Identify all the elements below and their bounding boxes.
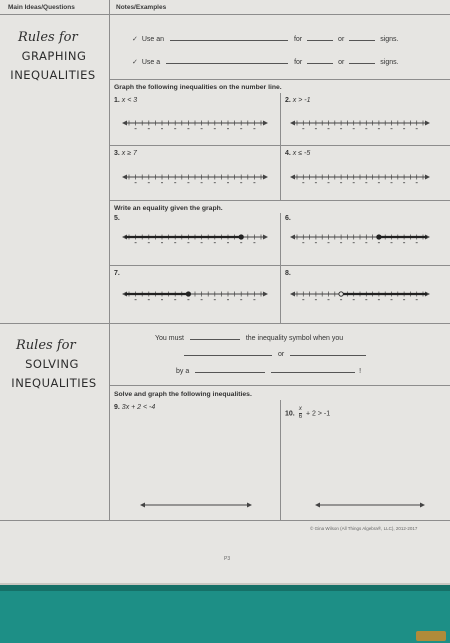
arrow-right-icon <box>263 235 268 240</box>
open-dot <box>339 292 343 296</box>
tick-label-mark <box>340 128 342 129</box>
arrow-left-icon <box>140 503 145 508</box>
copyright: © Gina Wilson (All Things Algebra®, LLC), 2012-2017 <box>310 526 418 531</box>
tick-label-mark <box>174 128 176 129</box>
check-icon: ✓ <box>132 59 138 66</box>
tick-label-mark <box>187 128 189 129</box>
tick-label-mark <box>315 182 317 183</box>
tick-label-mark <box>416 182 418 183</box>
number-line-8 <box>290 290 430 304</box>
arrow-left-icon <box>290 292 295 297</box>
corner-sticker <box>416 631 446 641</box>
tick-label-mark <box>315 242 317 243</box>
tick-label-mark <box>161 182 163 183</box>
tick-label-mark <box>328 299 330 300</box>
problem-1: 1. x < 3 <box>114 97 138 104</box>
arrow-right-icon <box>425 175 430 180</box>
divider <box>109 200 450 201</box>
closed-dot <box>239 235 243 239</box>
tick-label-mark <box>161 242 163 243</box>
tick-label-mark <box>214 128 216 129</box>
page-number: P3 <box>224 556 231 562</box>
solving-script-title: Rules for <box>16 338 76 353</box>
tick-label-mark <box>240 182 242 183</box>
tick-label-mark <box>253 242 255 243</box>
tick-label-mark <box>391 128 393 129</box>
tick-label-mark <box>187 299 189 300</box>
number-line-1[interactable] <box>122 119 268 133</box>
tick-label-mark <box>253 182 255 183</box>
arrow-left-icon <box>290 121 295 126</box>
tick-label-mark <box>201 299 203 300</box>
tick-label-mark <box>403 182 405 183</box>
tick-label-mark <box>201 242 203 243</box>
tick-label-mark <box>391 182 393 183</box>
tick-label-mark <box>174 299 176 300</box>
tick-label-mark <box>365 182 367 183</box>
arrow-right-icon <box>247 503 252 508</box>
problem-8: 8. <box>285 270 291 277</box>
solving-caps-1: SOLVING <box>25 357 79 371</box>
problem-6: 6. <box>285 215 291 222</box>
tick-label-mark <box>353 182 355 183</box>
tick-label-mark <box>240 299 242 300</box>
solve-instruction: Solve and graph the following inequalities. <box>114 391 252 398</box>
tick-label-mark <box>378 242 380 243</box>
tick-label-mark <box>214 242 216 243</box>
problem-9: 9. 3x + 2 < -4 <box>114 404 156 411</box>
arrow-left-icon <box>315 503 320 508</box>
section-divider <box>0 323 450 324</box>
arrow-right-icon <box>420 503 425 508</box>
arrow-right-icon <box>263 121 268 126</box>
tick-label-mark <box>148 128 150 129</box>
tick-label-mark <box>315 128 317 129</box>
tick-label-mark <box>378 128 380 129</box>
solving-line-2: or <box>184 349 366 358</box>
number-line-3[interactable] <box>122 173 268 187</box>
tick-label-mark <box>340 182 342 183</box>
tick-label-mark <box>174 242 176 243</box>
tick-label-mark <box>148 299 150 300</box>
solving-line-1: You must the inequality symbol when you <box>155 335 344 342</box>
closed-dot <box>377 235 381 239</box>
number-line-9[interactable] <box>140 501 252 509</box>
problem-3: 3. x ≥ 7 <box>114 150 137 157</box>
divider <box>109 79 450 80</box>
tick-label-mark <box>302 128 304 129</box>
number-line-2[interactable] <box>290 119 430 133</box>
write-instruction: Write an equality given the graph. <box>114 205 223 212</box>
tick-label-mark <box>253 299 255 300</box>
tick-label-mark <box>148 182 150 183</box>
problem-7: 7. <box>114 270 120 277</box>
arrow-right-icon <box>263 292 268 297</box>
tick-label-mark <box>161 299 163 300</box>
tick-label-mark <box>365 242 367 243</box>
tick-label-mark <box>135 242 137 243</box>
column-divider <box>109 0 110 520</box>
number-line-6 <box>290 233 430 247</box>
tick-label-mark <box>302 182 304 183</box>
tick-label-mark <box>161 128 163 129</box>
divider <box>109 265 450 266</box>
problem-2: 2. x > -1 <box>285 97 311 104</box>
arrow-left-icon <box>290 235 295 240</box>
tick-label-mark <box>378 182 380 183</box>
graphing-caps-2: INEQUALITIES <box>10 68 96 82</box>
bottom-divider <box>0 520 450 521</box>
divider <box>109 385 450 386</box>
number-line-4[interactable] <box>290 173 430 187</box>
tick-label-mark <box>365 128 367 129</box>
tick-label-mark <box>403 128 405 129</box>
tick-label-mark <box>302 242 304 243</box>
number-line-10[interactable] <box>315 501 425 509</box>
closed-dot <box>186 292 190 296</box>
divider <box>280 400 281 520</box>
tick-label-mark <box>148 242 150 243</box>
tick-label-mark <box>227 128 229 129</box>
tick-label-mark <box>240 128 242 129</box>
tick-label-mark <box>227 182 229 183</box>
tick-label-mark <box>340 299 342 300</box>
check-icon: ✓ <box>132 36 138 43</box>
tick-label-mark <box>253 128 255 129</box>
problem-4: 4. x ≤ -5 <box>285 150 311 157</box>
problem-10: 10. $\frac{x}{6}$ + 2 > -1 <box>285 406 331 420</box>
tick-label-mark <box>328 182 330 183</box>
tick-label-mark <box>187 182 189 183</box>
tick-label-mark <box>378 299 380 300</box>
rule-2: ✓ Use a for or signs. <box>132 59 399 66</box>
header-notes: Notes/Examples <box>116 4 167 11</box>
tick-label-mark <box>353 128 355 129</box>
tick-label-mark <box>391 299 393 300</box>
tick-label-mark <box>201 128 203 129</box>
header-main-ideas: Main Ideas/Questions <box>8 4 75 11</box>
tick-label-mark <box>302 299 304 300</box>
solving-caps-2: INEQUALITIES <box>11 376 97 390</box>
tick-label-mark <box>135 299 137 300</box>
rule-1: ✓ Use an for or signs. <box>132 36 399 43</box>
tick-label-mark <box>353 242 355 243</box>
header-divider <box>0 14 450 15</box>
problem-5: 5. <box>114 215 120 222</box>
desk-edge <box>0 585 450 591</box>
graphing-caps-1: GRAPHING <box>21 49 87 63</box>
graphing-script-title: Rules for <box>18 30 78 45</box>
tick-label-mark <box>187 242 189 243</box>
arrow-left-icon <box>122 121 127 126</box>
tick-label-mark <box>416 242 418 243</box>
divider <box>280 93 281 200</box>
desk-surface <box>0 585 450 643</box>
tick-label-mark <box>214 299 216 300</box>
tick-label-mark <box>315 299 317 300</box>
tick-label-mark <box>365 299 367 300</box>
number-line-7 <box>122 290 268 304</box>
tick-label-mark <box>174 182 176 183</box>
tick-label-mark <box>240 242 242 243</box>
number-line-5 <box>122 233 268 247</box>
tick-label-mark <box>135 182 137 183</box>
divider <box>280 213 281 323</box>
tick-label-mark <box>340 242 342 243</box>
tick-label-mark <box>416 299 418 300</box>
solving-line-3: by a ! <box>176 368 362 375</box>
tick-label-mark <box>201 182 203 183</box>
tick-label-mark <box>227 242 229 243</box>
tick-label-mark <box>328 242 330 243</box>
tick-label-mark <box>353 299 355 300</box>
tick-label-mark <box>214 182 216 183</box>
tick-label-mark <box>328 128 330 129</box>
tick-label-mark <box>135 128 137 129</box>
tick-label-mark <box>391 242 393 243</box>
arrow-left-icon <box>290 175 295 180</box>
graph-instruction: Graph the following inequalities on the number line. <box>114 84 282 91</box>
arrow-right-icon <box>425 121 430 126</box>
arrow-left-icon <box>122 175 127 180</box>
divider <box>109 145 450 146</box>
tick-label-mark <box>403 242 405 243</box>
tick-label-mark <box>403 299 405 300</box>
arrow-right-icon <box>263 175 268 180</box>
tick-label-mark <box>416 128 418 129</box>
tick-label-mark <box>227 299 229 300</box>
